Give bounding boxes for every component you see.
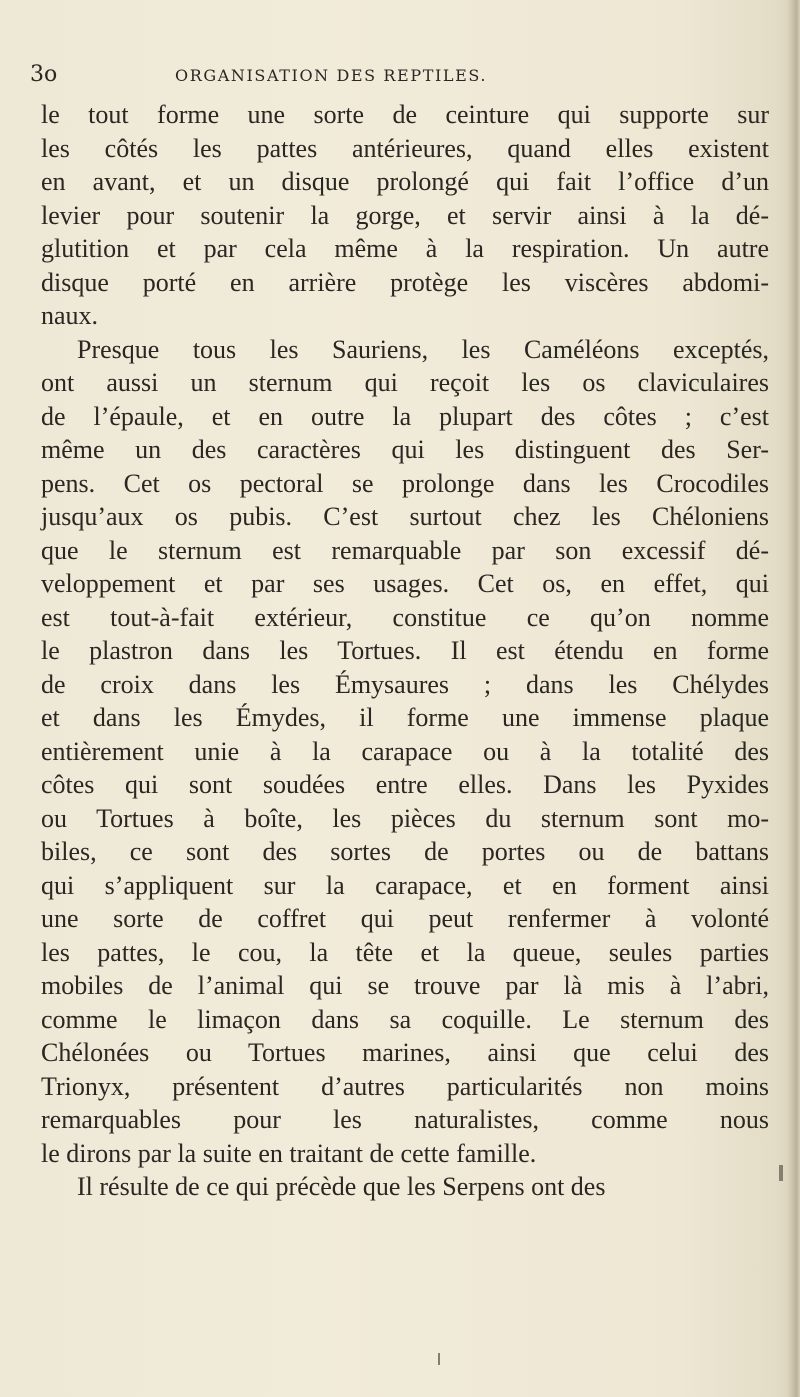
text-line: une sorte de coffret qui peut renfermer à volonté: [41, 904, 769, 933]
text-line: Presque tous les Sauriens, les Caméléons exceptés,: [77, 334, 769, 364]
page-edge-shadow: [786, 0, 800, 1397]
text-line: jusqu’aux os pubis. C’est surtout chez les Chéloniens: [41, 502, 769, 531]
text-line: et dans les Émydes, il forme une immense plaque: [41, 703, 769, 732]
ink-speck: [438, 1353, 440, 1365]
text-line: mobiles de l’animal qui se trouve par là mis à l’abri,: [41, 971, 769, 1000]
text-line: est tout-à-fait extérieur, constitue ce qu’on nomme: [41, 602, 769, 632]
text-line: naux.: [41, 301, 99, 330]
text-line: levier pour soutenir la gorge, et servir ainsi à la dé-: [41, 200, 769, 230]
text-line: glutition et par cela même à la respiration. Un autre: [41, 234, 769, 263]
page-header: [30, 62, 770, 92]
running-title: ORGANISATION DES REPTILES.: [175, 66, 488, 85]
text-line: de l’épaule, et en outre la plupart des côtes ; c’est: [41, 401, 769, 431]
text-line: biles, ce sont des sortes de portes ou de battans: [41, 837, 769, 866]
text-line: le tout forme une sorte de ceinture qui supporte sur: [41, 100, 769, 129]
text-line: en avant, et un disque prolongé qui fait l’office d’un: [41, 167, 769, 196]
body-text: [41, 98, 769, 1204]
text-line: comme le limaçon dans sa coquille. Le sternum des: [41, 1004, 769, 1034]
text-line: veloppement et par ses usages. Cet os, en effet, qui: [41, 569, 769, 598]
text-line: remarquables pour les naturalistes, comme nous: [41, 1105, 769, 1134]
text-line: ont aussi un sternum qui reçoit les os claviculaires: [41, 368, 769, 397]
text-line: que le sternum est remarquable par son excessif dé-: [41, 535, 769, 565]
text-line: le plastron dans les Tortues. Il est étendu en forme: [41, 636, 769, 665]
text-line: de croix dans les Émysaures ; dans les Chélydes: [41, 669, 769, 699]
text-line: côtes qui sont soudées entre elles. Dans les Pyxides: [41, 770, 769, 799]
text-line: les côtés les pattes antérieures, quand elles existent: [41, 133, 769, 163]
ink-speck: [779, 1165, 783, 1181]
text-line: même un des caractères qui les distinguent des Ser-: [41, 435, 769, 464]
text-line: Trionyx, présentent d’autres particularités non moins: [41, 1071, 769, 1101]
text-line: entièrement unie à la carapace ou à la totalité des: [41, 736, 769, 766]
text-line: ou Tortues à boîte, les pièces du sternum sont mo-: [41, 803, 769, 833]
text-line: disque porté en arrière protège les viscères abdomi-: [41, 267, 769, 297]
text-line: Chélonées ou Tortues marines, ainsi que celui des: [41, 1038, 769, 1067]
text-line: Il résulte de ce qui précède que les Serpens ont des: [77, 1172, 606, 1201]
text-line: pens. Cet os pectoral se prolonge dans les Crocodiles: [41, 468, 769, 498]
text-line: les pattes, le cou, la tête et la queue, seules parties: [41, 937, 769, 967]
text-line: qui s’appliquent sur la carapace, et en forment ainsi: [41, 870, 769, 900]
text-line: le dirons par la suite en traitant de cette famille.: [41, 1138, 537, 1168]
page-number: 3o: [30, 62, 58, 87]
